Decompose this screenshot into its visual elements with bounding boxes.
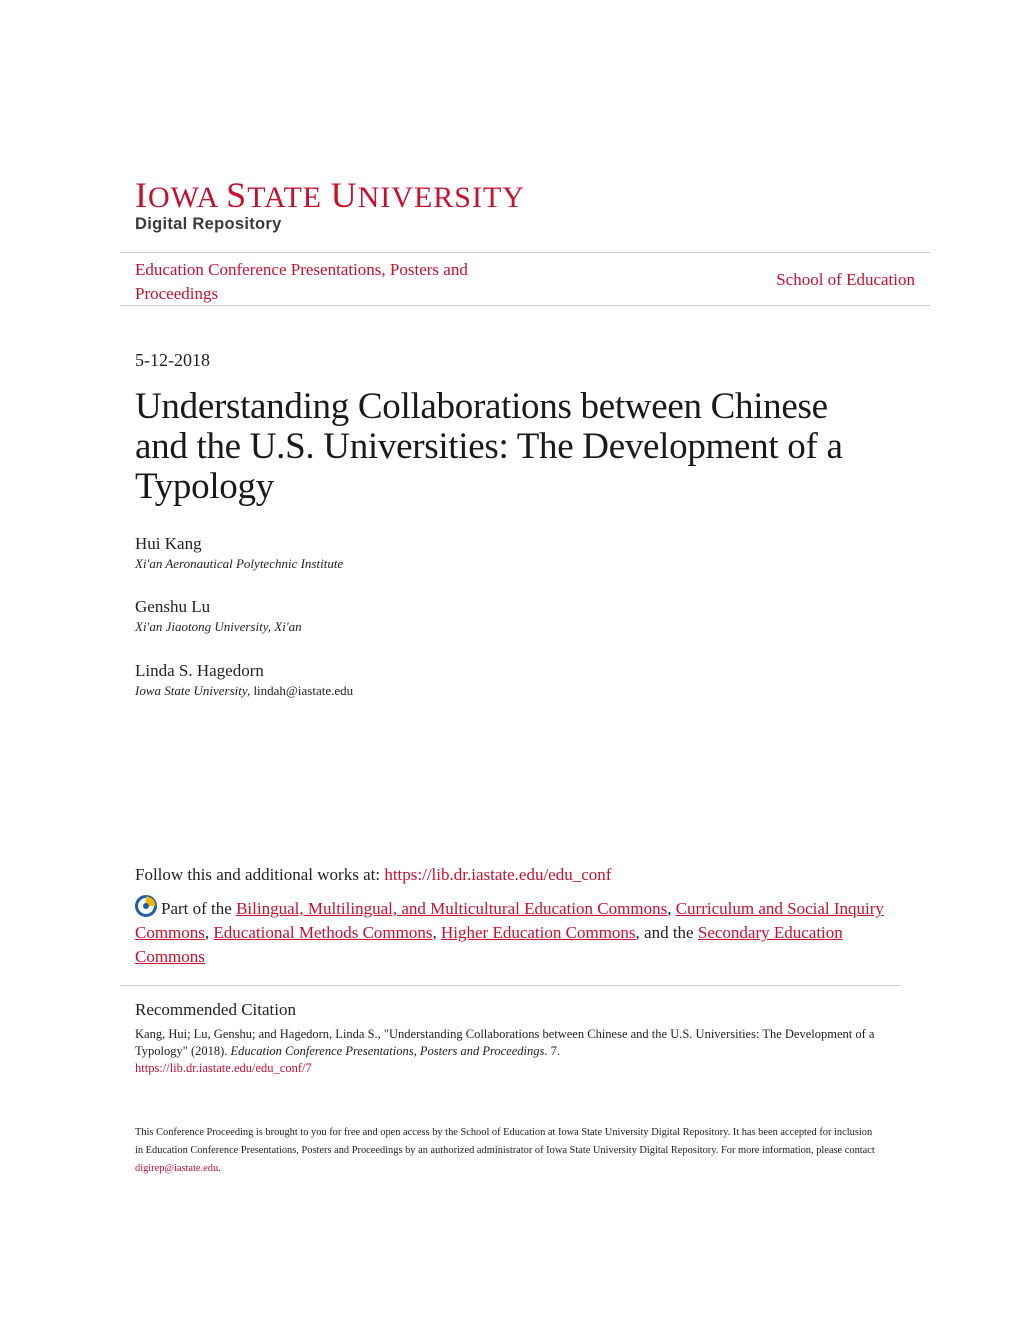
commons-link-bilingual[interactable]: Bilingual, Multilingual, and Multicultural Education Commons <box>236 899 668 918</box>
author-name: Hui Kang <box>135 534 202 553</box>
series-link[interactable]: Education Conference Presentations, Posters and Proceedings <box>135 260 468 303</box>
commons-link-educational-methods[interactable]: Educational Methods Commons <box>213 923 433 942</box>
paper-title: Understanding Collaborations between Chinese and the U.S. Universities: The Development of a Typology <box>135 386 843 507</box>
author-name: Genshu Lu <box>135 597 211 616</box>
contact-email-link[interactable]: digirep@iastate.edu <box>135 1163 219 1174</box>
university-logo <box>135 175 525 234</box>
citation-heading: Recommended Citation <box>135 1000 296 1019</box>
citation-series: Education Conference Presentations, Posters and Proceedings <box>230 1044 545 1058</box>
author-affiliation: Xi'an Jiaotong University, Xi'an <box>135 619 302 634</box>
footer-note: This Conference Proceeding is brought to you for free and open access by the School of Education at Iowa State University Digital Repository. It has been accepted for inclusion in Education Conference Presentations, Posters and Proceedings by an authorized administrator of Iowa State University Digital Repository. For more information, please contact digirep@iastate.edu. <box>135 1127 875 1174</box>
follow-label: Follow this and additional works at: <box>135 865 385 884</box>
citation-url-link[interactable]: https://lib.dr.iastate.edu/edu_conf/7 <box>135 1061 312 1075</box>
collection-url-link[interactable]: https://lib.dr.iastate.edu/edu_conf <box>384 865 612 884</box>
author-block <box>135 596 302 636</box>
section-divider <box>120 985 900 986</box>
publication-date: 5-12-2018 <box>135 350 210 370</box>
author-name: Linda S. Hagedorn <box>135 661 264 680</box>
part-of-commons: Part of the Bilingual, Multilingual, and Multicultural Education Commons, Curriculum and Social Inquiry Commons, Educational Methods Commons, Higher Education Commons, and the Secondary Education Commons <box>135 895 895 969</box>
author-block <box>135 533 343 573</box>
author-block <box>135 660 353 700</box>
author-affiliation: Xi'an Aeronautical Polytechnic Institute <box>135 556 344 571</box>
author-affiliation: Iowa State University, lindah@iastate.edu <box>135 683 354 698</box>
commons-link-curriculum[interactable]: Curriculum and Social Inquiry Commons <box>135 899 884 942</box>
citation-text: Kang, Hui; Lu, Genshu; and Hagedorn, Linda S., "Understanding Collaborations between Chinese and the U.S. Universities: The Development of a Typology" (2018). Education Conference Presentations, Posters and Proceedings. 7. https://lib.dr.iastate.edu/edu_conf/7 <box>135 1027 875 1075</box>
repository-wordmark: Digital Repository <box>135 215 282 233</box>
university-wordmark: IOWA STATE UNIVERSITY <box>135 175 525 215</box>
series-bar <box>120 252 930 306</box>
commons-link-secondary-education[interactable]: Secondary Education Commons <box>135 923 843 966</box>
commons-link-higher-education[interactable]: Higher Education Commons <box>441 923 636 942</box>
commons-network-icon <box>135 895 157 917</box>
follow-line <box>135 865 611 885</box>
author-email: lindah@iastate.edu <box>253 683 354 698</box>
department-link[interactable]: School of Education <box>776 270 915 289</box>
